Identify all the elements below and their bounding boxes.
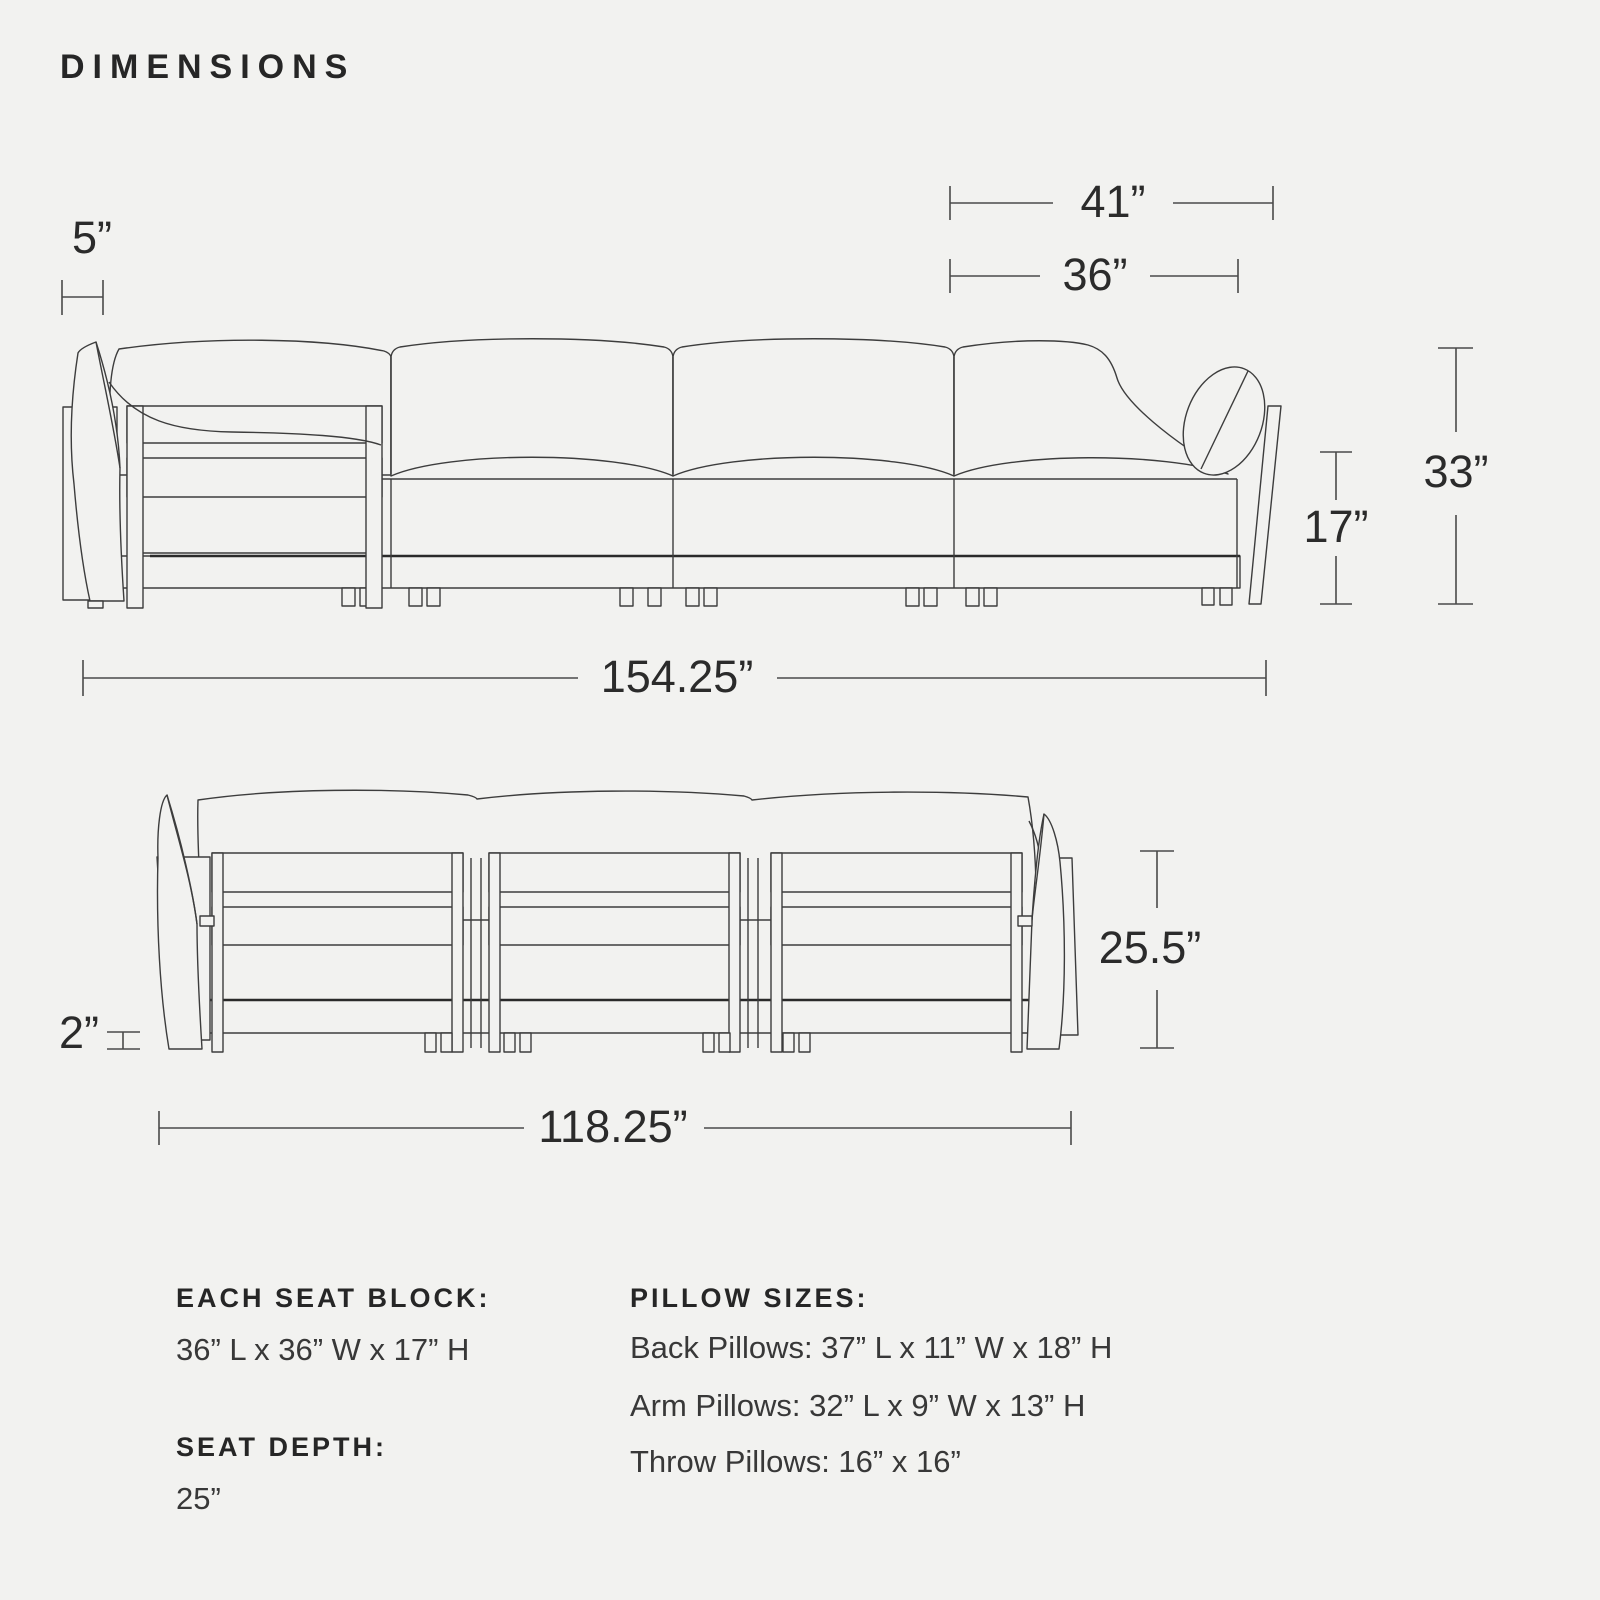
page-title: DIMENSIONS (60, 48, 356, 86)
back-cushions-rear (198, 790, 1036, 1000)
seat-block-label: EACH SEAT BLOCK: (176, 1283, 491, 1313)
dim-label-36: 36” (1062, 249, 1128, 300)
sofa-legs-rear (425, 1033, 810, 1052)
sofa-back-view-drawing (157, 790, 1078, 1052)
rear-left-arm-sail (157, 795, 202, 1049)
dim-label-154-25: 154.25” (600, 651, 754, 702)
dim-label-118-25: 118.25” (538, 1101, 688, 1152)
seat-block-value: 36” L x 36” W x 17” H (176, 1332, 470, 1367)
dim-label-41: 41” (1080, 176, 1146, 227)
sofa-side-view-drawing (63, 339, 1281, 608)
seat-depth-label: SEAT DEPTH: (176, 1432, 388, 1462)
dim-label-25-5: 25.5” (1098, 922, 1202, 973)
dim-label-17: 17” (1303, 501, 1369, 552)
sofa-legs-side (342, 588, 1232, 606)
left-arm-foot (88, 601, 103, 608)
dim-line-5 (62, 280, 103, 315)
rear-left-arm-bracket (200, 916, 214, 926)
pillow-sizes-label: PILLOW SIZES: (630, 1283, 869, 1313)
base-front (112, 556, 1240, 588)
rear-right-arm-bracket (1018, 916, 1032, 926)
dim-line-2 (107, 1032, 140, 1049)
back-cushion-2 (391, 339, 673, 476)
base-rear (202, 1000, 1036, 1033)
back-cushion-3 (673, 339, 954, 476)
seat-depth-value: 25” (176, 1481, 221, 1516)
pillow-throw-value: Throw Pillows: 16” x 16” (630, 1444, 961, 1479)
dim-label-33: 33” (1423, 446, 1489, 497)
pillow-arm-value: Arm Pillows: 32” L x 9” W x 13” H (630, 1388, 1086, 1423)
dim-label-5: 5” (71, 212, 113, 263)
dim-label-2: 2” (58, 1007, 100, 1058)
pillow-back-value: Back Pillows: 37” L x 11” W x 18” H (630, 1330, 1113, 1365)
